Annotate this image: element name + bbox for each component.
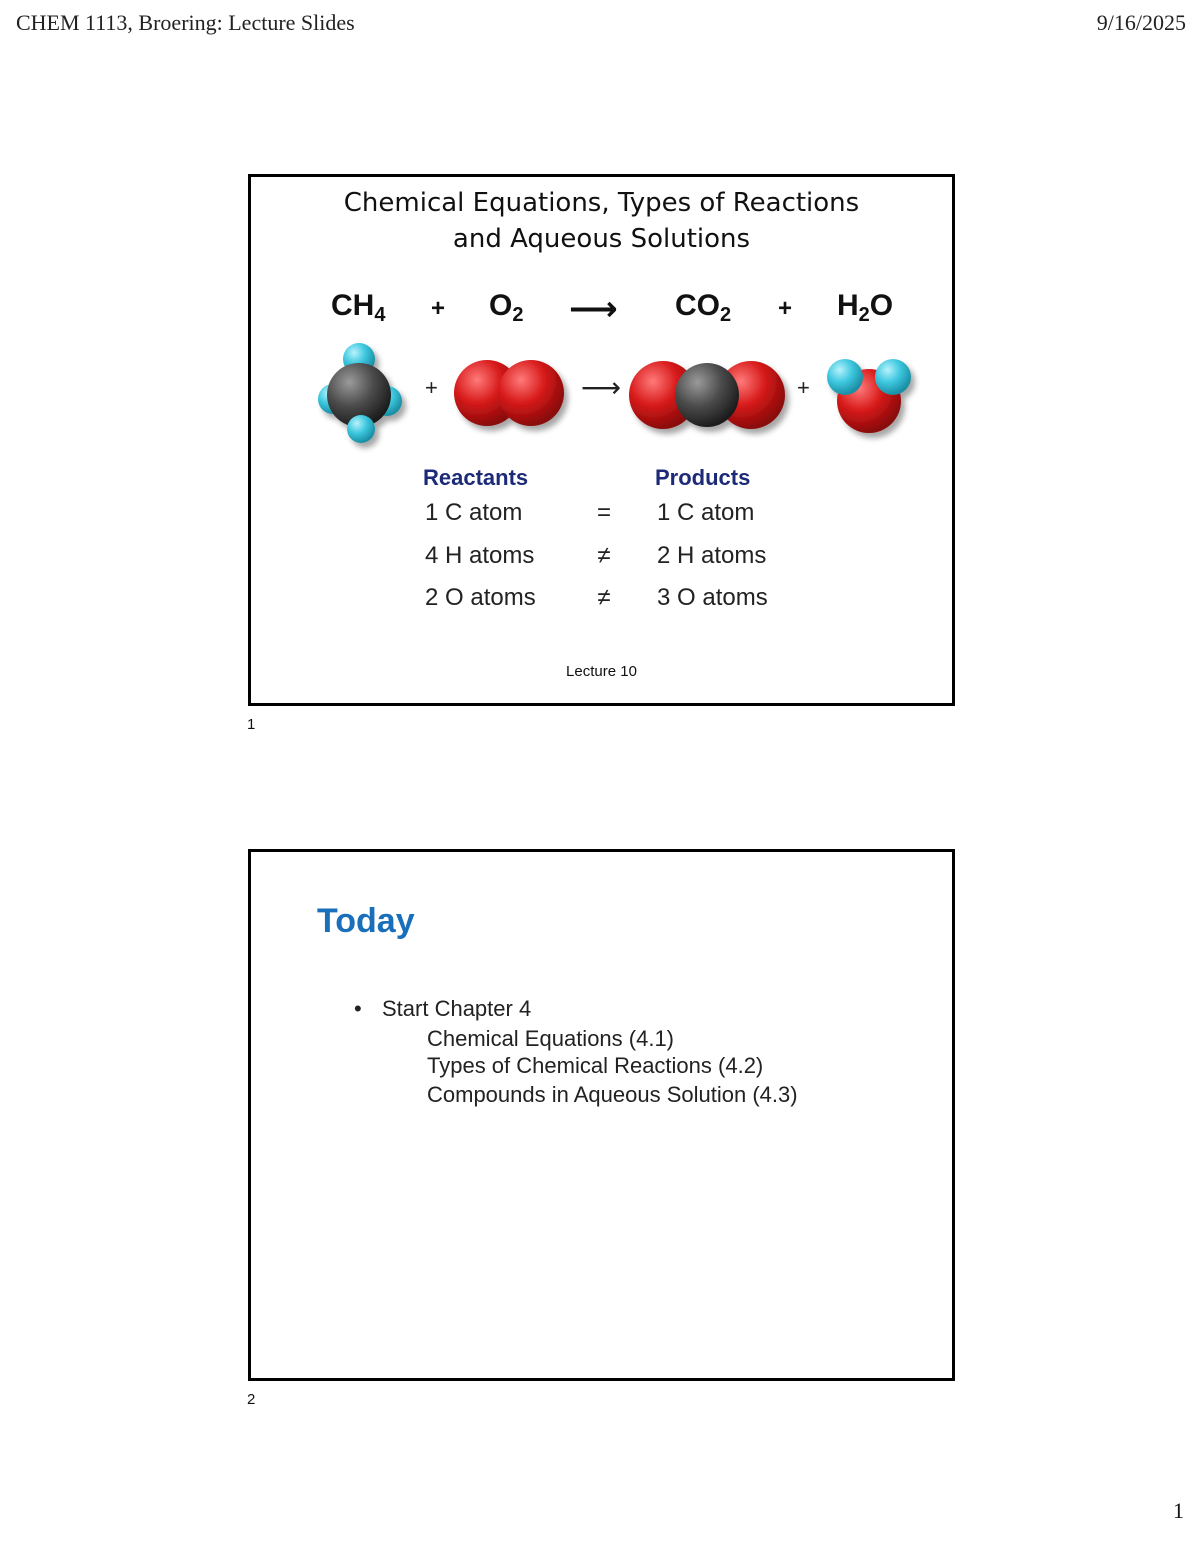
hydrogen-atom (827, 359, 863, 395)
water-model (827, 359, 911, 433)
hydrogen-atom (875, 359, 911, 395)
document-header-date: 9/16/2025 (1096, 10, 1186, 35)
slide-1-title-line1: Chemical Equations, Types of Reactions (343, 188, 860, 218)
methane-model (318, 343, 402, 443)
slide-1-title (251, 185, 952, 257)
slide-2-number: 2 (247, 1391, 256, 1408)
molecule-plus-1: + (425, 375, 438, 400)
product-count: 2 H atoms (657, 542, 767, 569)
relation-sign: ≠ (597, 542, 611, 569)
sub-item: Compounds in Aqueous Solution (4.3) (427, 1082, 798, 1107)
relation-sign: = (596, 499, 611, 526)
product-count: 1 C atom (657, 499, 755, 526)
formula-arrow: ⟶ (569, 290, 618, 328)
bullet-item (354, 996, 531, 1022)
document-header-title: CHEM 1113, Broering: Lecture Slides (16, 10, 355, 35)
reactant-count: 4 H atoms (425, 542, 535, 569)
oxygen-atom (498, 360, 564, 426)
formula-plus-2: + (778, 295, 793, 322)
formula-plus-1: + (431, 295, 446, 322)
sub-item: Chemical Equations (4.1) (427, 1026, 675, 1051)
slide-2-title: Today (317, 902, 415, 940)
product-count: 3 O atoms (657, 584, 768, 611)
slide-1 (248, 174, 955, 706)
sub-item: Types of Chemical Reactions (4.2) (427, 1053, 764, 1078)
reactants-header: Reactants (423, 465, 529, 490)
carbon-dioxide-model (629, 361, 785, 429)
molecule-arrow: ⟶ (581, 372, 622, 403)
carbon-atom (675, 363, 739, 427)
slide-1-number: 1 (247, 716, 256, 733)
oxygen-model (454, 360, 564, 426)
page-number: 1 (1173, 1498, 1184, 1523)
slide-1-title-line2: and Aqueous Solutions (452, 224, 751, 254)
products-header: Products (655, 465, 751, 490)
reactant-count: 2 O atoms (425, 584, 536, 611)
reactant-count: 1 C atom (425, 499, 523, 526)
relation-sign: ≠ (597, 584, 611, 611)
hydrogen-atom (347, 415, 375, 443)
formula-h2o: $H_2O$ (837, 289, 894, 326)
formula-co2: $CO_2$ (675, 289, 732, 326)
bullet-icon: • (354, 996, 362, 1021)
formula-ch4: $CH_4$ (331, 289, 386, 326)
bullet-text: Start Chapter 4 (382, 996, 532, 1021)
slide-2 (248, 849, 955, 1381)
molecule-plus-2: + (797, 375, 810, 400)
formula-o2: $O_2$ (489, 289, 524, 326)
slide-1-footer: Lecture 10 (566, 663, 637, 680)
